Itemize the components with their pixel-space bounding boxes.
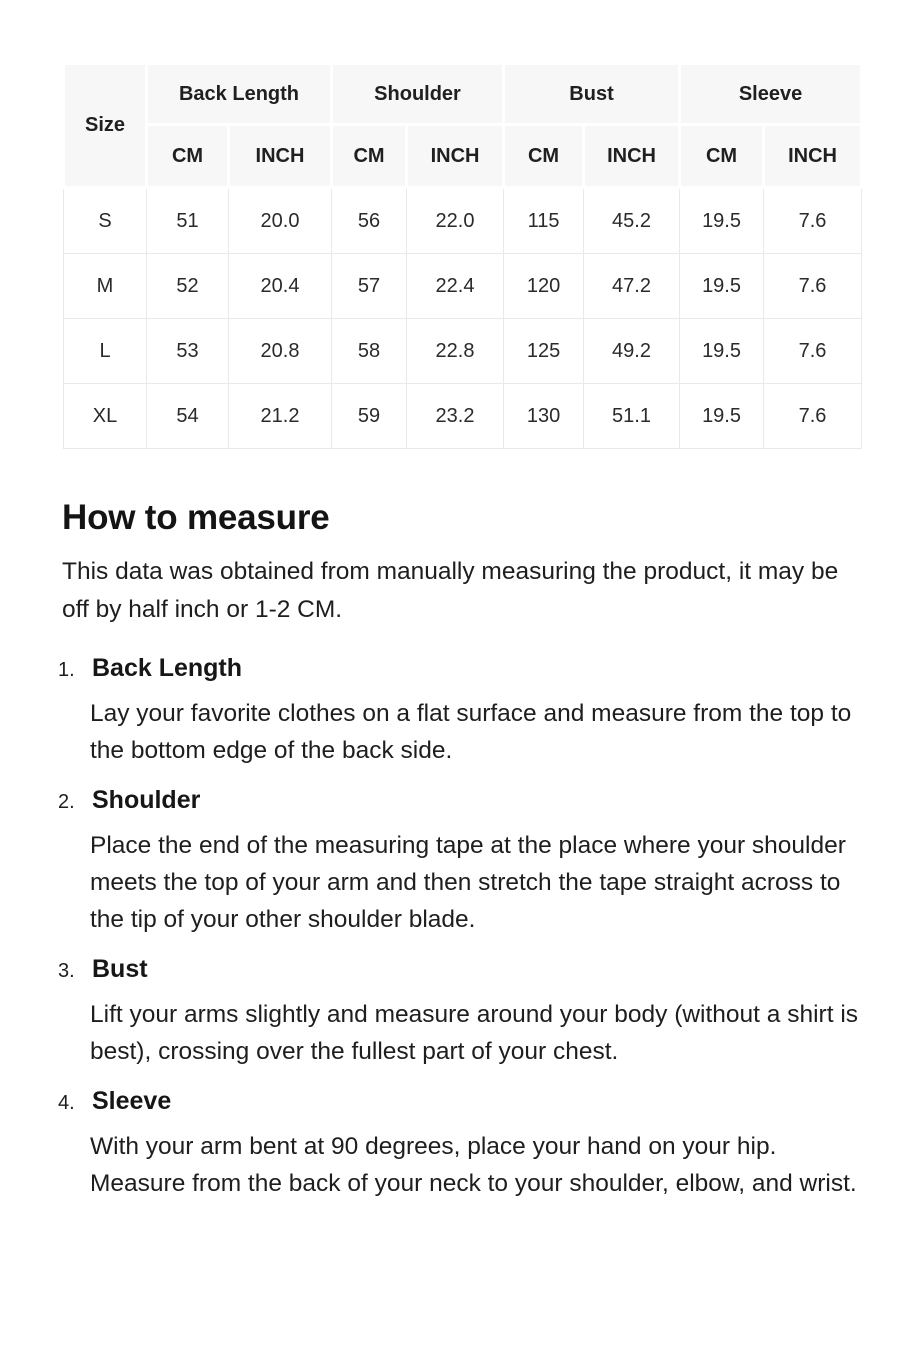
group-header-shoulder: Shoulder: [332, 64, 504, 125]
step-header: [58, 953, 860, 986]
size-label-cell: S: [64, 188, 147, 254]
unit-header-cm: CM: [332, 125, 407, 188]
value-cell: 49.2: [584, 319, 680, 384]
unit-header-cm: CM: [680, 125, 764, 188]
value-cell: 7.6: [764, 384, 862, 449]
value-cell: 22.0: [407, 188, 504, 254]
size-column-header: Size: [64, 64, 147, 188]
step-header: [58, 784, 860, 817]
value-cell: 20.4: [229, 254, 332, 319]
measure-step-shoulder: [58, 784, 860, 938]
value-cell: 20.0: [229, 188, 332, 254]
step-header: [58, 652, 860, 685]
value-cell: 23.2: [407, 384, 504, 449]
value-cell: 120: [504, 254, 584, 319]
value-cell: 19.5: [680, 319, 764, 384]
measure-step-bust: [58, 953, 860, 1070]
table-unit-header-row: [64, 125, 862, 188]
step-description: Place the end of the measuring tape at the place where your shoulder meets the top of your arm and then stretch the tape straight across to the tip of your other shoulder blade.: [90, 832, 846, 933]
value-cell: 21.2: [229, 384, 332, 449]
value-cell: 19.5: [680, 384, 764, 449]
value-cell: 19.5: [680, 188, 764, 254]
value-cell: 57: [332, 254, 407, 319]
step-description: With your arm bent at 90 degrees, place your hand on your hip. Measure from the back of your neck to your shoulder, elbow, and wrist.: [90, 1133, 857, 1197]
value-cell: 7.6: [764, 254, 862, 319]
table-row-size-xl: [64, 384, 862, 449]
table-row-size-l: [64, 319, 862, 384]
size-label-cell: XL: [64, 384, 147, 449]
value-cell: 7.6: [764, 319, 862, 384]
measure-steps-list: [58, 652, 860, 1202]
value-cell: 52: [147, 254, 229, 319]
value-cell: 59: [332, 384, 407, 449]
value-cell: 19.5: [680, 254, 764, 319]
unit-header-inch: INCH: [229, 125, 332, 188]
group-header-bust: Bust: [504, 64, 680, 125]
table-group-header-row: [64, 64, 862, 125]
value-cell: 47.2: [584, 254, 680, 319]
step-number: 2.: [58, 791, 75, 813]
unit-header-inch: INCH: [764, 125, 862, 188]
how-to-measure-title: How to measure: [62, 498, 330, 537]
measure-step-sleeve: [58, 1085, 860, 1202]
step-number: 1.: [58, 659, 75, 681]
value-cell: 54: [147, 384, 229, 449]
unit-header-inch: INCH: [584, 125, 680, 188]
step-term: Shoulder: [92, 786, 201, 814]
table-row-size-m: [64, 254, 862, 319]
size-label-cell: M: [64, 254, 147, 319]
value-cell: 125: [504, 319, 584, 384]
value-cell: 53: [147, 319, 229, 384]
step-term: Sleeve: [92, 1087, 172, 1115]
unit-header-cm: CM: [504, 125, 584, 188]
step-number: 3.: [58, 960, 75, 982]
measure-step-back-length: [58, 652, 860, 769]
unit-header-inch: INCH: [407, 125, 504, 188]
value-cell: 22.8: [407, 319, 504, 384]
size-chart-table: [62, 62, 863, 449]
value-cell: 45.2: [584, 188, 680, 254]
table-row-size-s: [64, 188, 862, 254]
value-cell: 58: [332, 319, 407, 384]
step-description: Lay your favorite clothes on a flat surface and measure from the top to the bottom edge of the back side.: [90, 700, 852, 764]
value-cell: 130: [504, 384, 584, 449]
value-cell: 22.4: [407, 254, 504, 319]
value-cell: 56: [332, 188, 407, 254]
step-term: Bust: [92, 955, 148, 983]
step-number: 4.: [58, 1092, 75, 1114]
step-description: Lift your arms slightly and measure around your body (without a shirt is best), crossing over the fullest part of your chest.: [90, 1001, 859, 1065]
step-header: [58, 1085, 860, 1118]
size-label-cell: L: [64, 319, 147, 384]
group-header-back-length: Back Length: [147, 64, 332, 125]
group-header-sleeve: Sleeve: [680, 64, 862, 125]
value-cell: 51.1: [584, 384, 680, 449]
value-cell: 7.6: [764, 188, 862, 254]
value-cell: 115: [504, 188, 584, 254]
step-term: Back Length: [92, 654, 243, 682]
unit-header-cm: CM: [147, 125, 229, 188]
how-to-measure-intro: This data was obtained from manually measuring the product, it may be off by half inch or 1-2 CM.: [62, 558, 839, 623]
value-cell: 20.8: [229, 319, 332, 384]
value-cell: 51: [147, 188, 229, 254]
